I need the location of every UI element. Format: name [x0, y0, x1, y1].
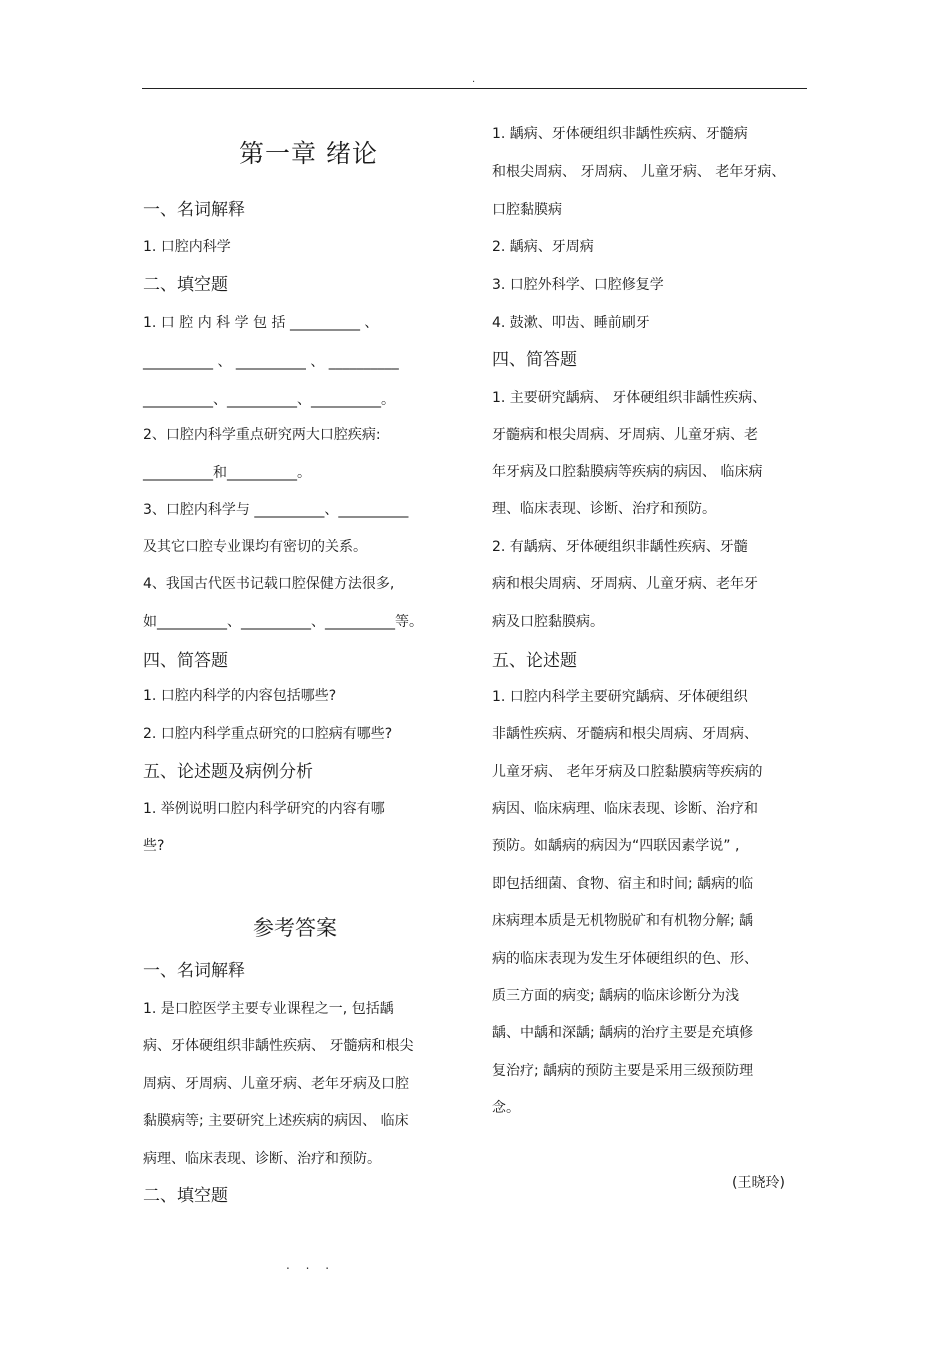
answer-line: 念。 — [492, 1100, 520, 1116]
answer-line: 年牙病及口腔黏膜病等疾病的病因、 临床病 — [492, 464, 763, 480]
chapter-title: 第一章 绪论 — [239, 139, 378, 168]
answer-line: 1. 主要研究龋病、 牙体硬组织非龋性疾病、 — [492, 390, 767, 406]
question-line: __________、__________、__________。 — [143, 392, 395, 408]
section-heading: 一、名词解释 — [143, 200, 245, 220]
question-line: 1. 口 腔 内 科 学 包 括 __________ 、 — [143, 315, 379, 331]
question-line: __________和__________。 — [143, 465, 311, 481]
question-line: 1. 口腔内科学的内容包括哪些? — [143, 688, 337, 704]
question-line: 如__________、__________、__________等。 — [143, 614, 423, 630]
answer-line: 病及口腔黏膜病。 — [492, 614, 604, 630]
answer-line: 床病理本质是无机物脱矿和有机物分解; 龋 — [492, 913, 754, 929]
header-rule — [142, 88, 807, 89]
section-heading: 四、简答题 — [492, 350, 577, 370]
answer-line: 复治疗; 龋病的预防主要是采用三级预防理 — [492, 1063, 754, 1079]
header-mark: . — [472, 74, 476, 85]
answer-line: 和根尖周病、 牙周病、 儿童牙病、 老年牙病、 — [492, 164, 786, 180]
answer-line: 病的临床表现为发生牙体硬组织的色、形、 — [492, 951, 758, 967]
answer-line: 病和根尖周病、牙周病、儿童牙病、老年牙 — [492, 576, 758, 592]
answer-line: 周病、牙周病、儿童牙病、老年牙病及口腔 — [143, 1076, 409, 1092]
answer-line: 理、临床表现、诊断、治疗和预防。 — [492, 501, 716, 517]
footer-mark: . . . — [286, 1258, 336, 1272]
answer-line: 非龋性疾病、牙髓病和根尖周病、牙周病、 — [492, 726, 758, 742]
answer-line: 1. 口腔内科学主要研究龋病、牙体硬组织 — [492, 689, 748, 705]
question-line: 些? — [143, 838, 165, 854]
question-line: 1. 举例说明口腔内科学研究的内容有哪 — [143, 801, 385, 817]
question-line: 2. 口腔内科学重点研究的口腔病有哪些? — [143, 726, 393, 742]
answer-line: 黏膜病等; 主要研究上述疾病的病因、 临床 — [143, 1113, 409, 1129]
section-heading: 二、填空题 — [143, 1186, 228, 1206]
author-credit: (王晓玲) — [732, 1175, 785, 1191]
answer-line: 3. 口腔外科学、口腔修复学 — [492, 277, 664, 293]
question-line: 1. 口腔内科学 — [143, 239, 231, 255]
answer-line: 病因、临床病理、临床表现、诊断、治疗和 — [492, 801, 758, 817]
answer-line: 口腔黏膜病 — [492, 202, 562, 218]
answer-line: 2. 龋病、牙周病 — [492, 239, 594, 255]
answer-line: 龋、中龋和深龋; 龋病的治疗主要是充填修 — [492, 1025, 754, 1041]
question-line: 3、口腔内科学与 __________、__________ — [143, 502, 409, 518]
answer-line: 2. 有龋病、牙体硬组织非龋性疾病、牙髓 — [492, 539, 748, 555]
question-line: 4、我国古代医书记载口腔保健方法很多, — [143, 576, 395, 592]
answer-line: 预防。如龋病的病因为“四联因素学说” , — [492, 838, 740, 854]
section-heading: 五、论述题及病例分析 — [143, 762, 313, 782]
question-line: 及其它口腔专业课均有密切的关系。 — [143, 539, 367, 555]
section-heading: 二、填空题 — [143, 275, 228, 295]
question-line: __________ 、 __________ 、 __________ — [143, 354, 399, 370]
answers-title: 参考答案 — [253, 916, 337, 940]
answer-line: 即包括细菌、食物、宿主和时间; 龋病的临 — [492, 876, 754, 892]
answer-line: 4. 鼓漱、叩齿、睡前刷牙 — [492, 315, 650, 331]
answer-line: 质三方面的病变; 龋病的临床诊断分为浅 — [492, 988, 740, 1004]
section-heading: 五、论述题 — [492, 651, 577, 671]
question-line: 2、口腔内科学重点研究两大口腔疾病: — [143, 427, 381, 443]
section-heading: 四、简答题 — [143, 651, 228, 671]
answer-line: 病理、临床表现、诊断、治疗和预防。 — [143, 1151, 381, 1167]
section-heading: 一、名词解释 — [143, 961, 245, 981]
answer-line: 牙髓病和根尖周病、牙周病、儿童牙病、老 — [492, 427, 758, 443]
answer-line: 病、牙体硬组织非龋性疾病、 牙髓病和根尖 — [143, 1038, 414, 1054]
answer-line: 儿童牙病、 老年牙病及口腔黏膜病等疾病的 — [492, 764, 763, 780]
answer-line: 1. 龋病、牙体硬组织非龋性疾病、牙髓病 — [492, 126, 748, 142]
answer-line: 1. 是口腔医学主要专业课程之一, 包括龋 — [143, 1001, 394, 1017]
